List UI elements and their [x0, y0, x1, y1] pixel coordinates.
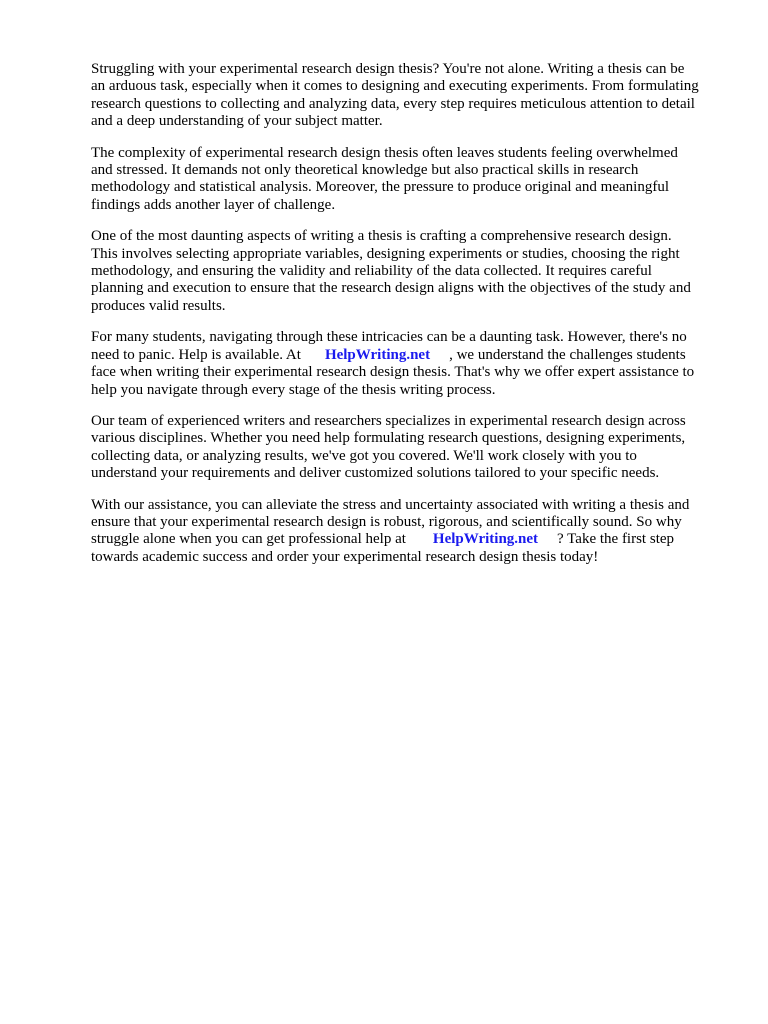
document-body [91, 61, 721, 580]
paragraph-2 [91, 145, 721, 215]
text-line: understand your requirements and deliver customized solutions tailored to your specific needs. [91, 465, 660, 482]
helpwriting-link[interactable]: HelpWriting.net [432, 531, 539, 548]
text-line [91, 347, 721, 364]
text-segment: ? Take the first step [557, 531, 675, 548]
text-segment: , we understand the challenges students [449, 346, 686, 363]
text-line: towards academic success and order your experimental research design thesis today! [91, 548, 599, 565]
text-line [91, 531, 721, 548]
text-line: various disciplines. Whether you need help formulating research questions, designing experiments, [91, 430, 686, 447]
text-segment: struggle alone when you can get professional help at [91, 531, 406, 548]
helpwriting-link[interactable]: HelpWriting.net [324, 346, 431, 363]
text-line: produces valid results. [91, 297, 226, 314]
text-line: Struggling with your experimental research design thesis? You're not alone. Writing a thesis can be [91, 61, 685, 77]
text-line: Our team of experienced writers and researchers specializes in experimental research design across [91, 412, 686, 429]
paragraph-4 [91, 329, 721, 399]
paragraph-3 [91, 228, 721, 315]
text-line: research questions to collecting and analyzing data, every step requires meticulous attention to detail [91, 95, 695, 112]
paragraph-5 [91, 413, 721, 483]
text-line: an arduous task, especially when it comes to designing and executing experiments. From formulating [91, 78, 699, 95]
text-line: findings adds another layer of challenge. [91, 196, 336, 213]
text-line: The complexity of experimental research design thesis often leaves students feeling overwhelmed [91, 144, 678, 161]
text-line: methodology, and ensuring the validity and reliability of the data collected. It requires careful [91, 263, 652, 280]
text-line: methodology and statistical analysis. Moreover, the pressure to produce original and meaningful [91, 179, 669, 196]
text-line: One of the most daunting aspects of writing a thesis is crafting a comprehensive research design. [91, 228, 672, 245]
text-line: ensure that your experimental research design is robust, rigorous, and scientifically sound. So why [91, 513, 682, 530]
text-segment: need to panic. Help is available. At [91, 346, 301, 363]
paragraph-6 [91, 497, 721, 567]
paragraph-1 [91, 61, 721, 131]
text-line: collecting data, or analyzing results, we've got you covered. We'll work closely with you to [91, 447, 637, 464]
text-line: With our assistance, you can alleviate the stress and uncertainty associated with writing a thesis and [91, 496, 690, 513]
text-line: face when writing their experimental research design thesis. That's why we offer expert assistance to [91, 364, 695, 381]
text-line: and stressed. It demands not only theoretical knowledge but also practical skills in research [91, 162, 639, 179]
text-line: planning and execution to ensure that the research design aligns with the objectives of the study and [91, 280, 691, 297]
text-line: help you navigate through every stage of the thesis writing process. [91, 381, 496, 398]
text-line: This involves selecting appropriate variables, designing experiments or studies, choosing the right [91, 245, 680, 262]
text-line: and a deep understanding of your subject matter. [91, 113, 383, 130]
text-line: For many students, navigating through these intricacies can be a daunting task. However, there's no [91, 329, 687, 346]
